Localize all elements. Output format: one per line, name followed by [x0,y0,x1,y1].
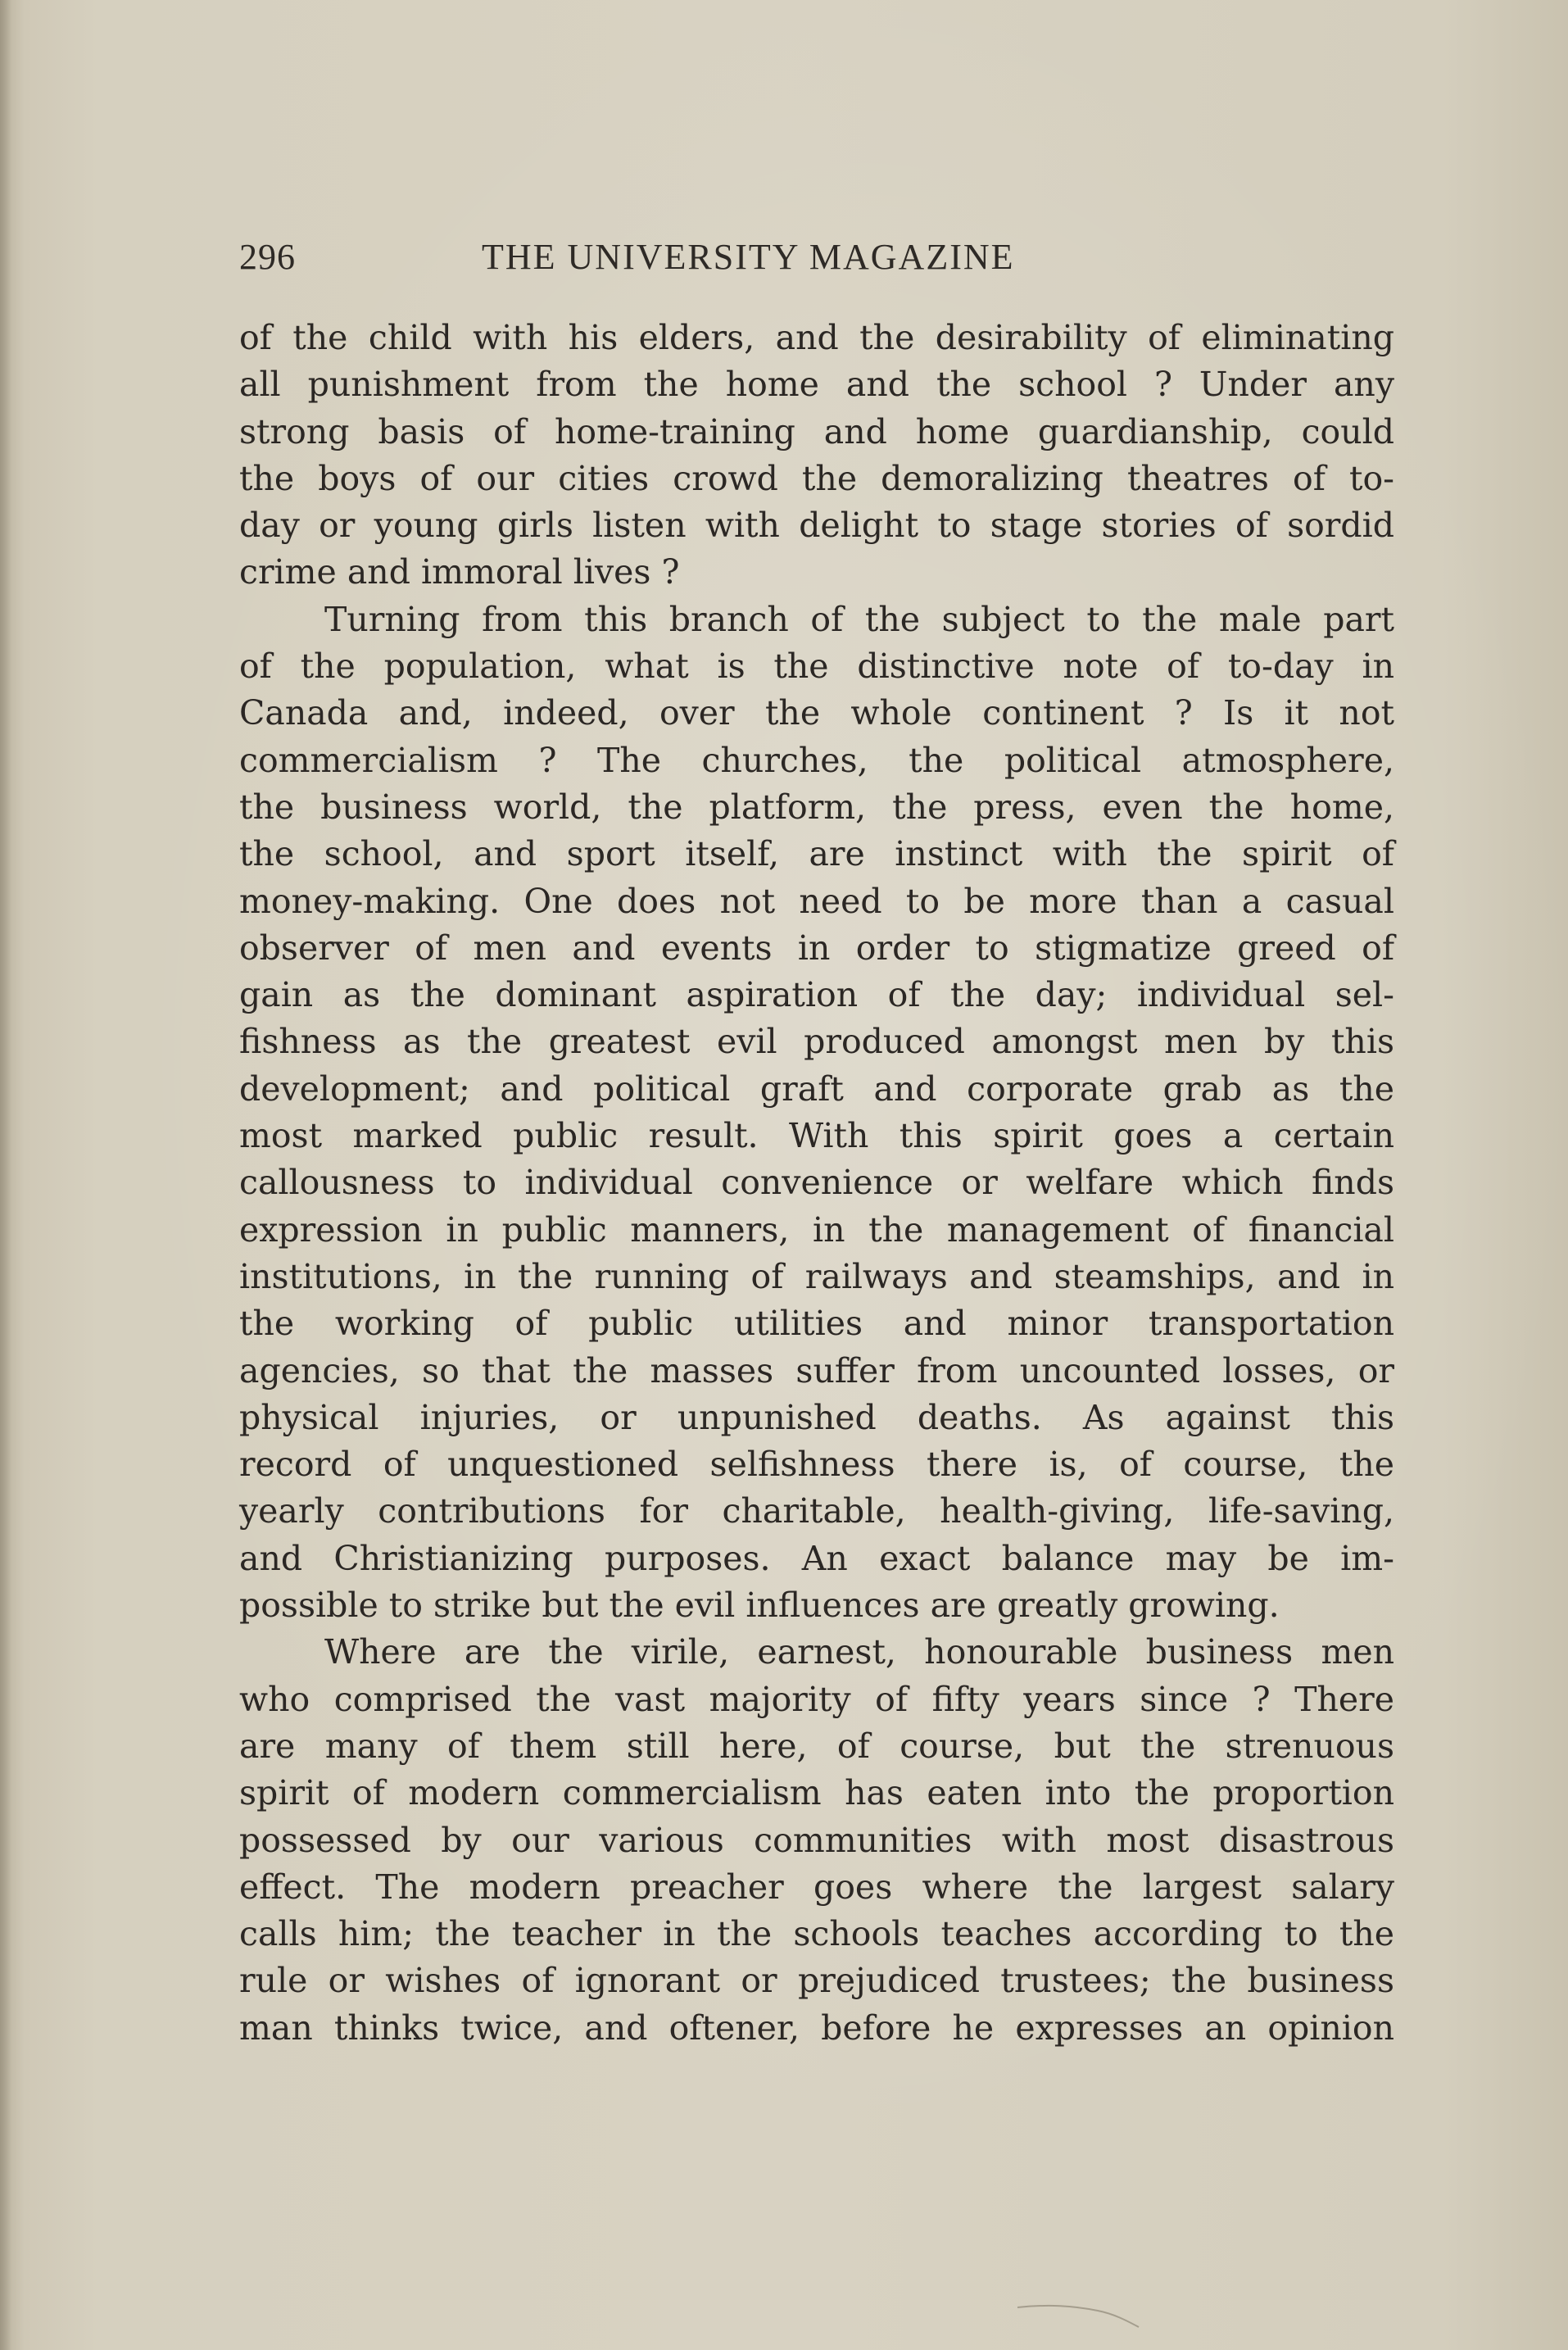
text-line: institutions, in the running of railways and steamships, and in [239,1256,1394,1296]
paragraph [239,315,1394,597]
text-line: Turning from this branch of the subject to the male part [324,599,1394,639]
text-line: Canada and, indeed, over the whole continent ? Is it not [239,693,1394,733]
text-line: strong basis of home-training and home guardianship, could [239,411,1394,451]
text-line: of the population, what is the distinctive note of to-day in [239,646,1394,687]
text-line: are many of them still here, of course, but the strenuous [239,1726,1394,1766]
text-line: and Christianizing purposes. An exact balance may be im- [239,1538,1394,1578]
text-line: commercialism ? The churches, the political atmosphere, [239,740,1394,780]
text-line: observer of men and events in order to stigmatize greed of [239,928,1394,968]
text-line: the working of public utilities and minor transportation [239,1304,1394,1344]
text-line: money-making. One does not need to be more than a casual [239,881,1394,921]
text-line: the business world, the platform, the press, even the home, [239,787,1394,827]
text-line: record of unquestioned selfishness there is, of course, the [239,1445,1394,1485]
running-head [239,231,1108,280]
text-line: physical injuries, or unpunished deaths. As against this [239,1397,1394,1437]
text-line: the school, and sport itself, are instinct with the spirit of [239,834,1394,874]
text-line: spirit of modern commercialism has eaten into the proportion [239,1773,1394,1813]
text-line: effect. The modern preacher goes where the largest salary [239,1867,1394,1907]
paragraph [239,597,1394,1630]
text-line: man thinks twice, and oftener, before he expresses an opinion [239,2007,1394,2048]
paper-crease-mark [1016,2298,1147,2330]
body-text [239,315,1394,2052]
text-line: all punishment from the home and the school ? Under any [239,365,1394,405]
text-line: callousness to individual convenience or welfare which finds [239,1163,1394,1203]
text-line: agencies, so that the masses suffer from uncounted losses, or [239,1350,1394,1390]
text-line: yearly contributions for charitable, health-giving, life-saving, [239,1491,1394,1531]
text-line: of the child with his elders, and the desirability of eliminating [239,318,1394,357]
spine-shadow [0,0,11,2350]
text-line: most marked public result. With this spirit goes a certain [239,1116,1394,1156]
text-line: fishness as the greatest evil produced amongst men by this [239,1022,1394,1062]
paragraph [239,1629,1394,2052]
text-line: possible to strike but the evil influences are greatly growing. [239,1586,1280,1626]
magazine-title: THE UNIVERSITY MAGAZINE [482,237,1015,277]
text-line: day or young girls listen with delight to stage stories of sordid [239,506,1394,546]
page-number: 296 [239,237,296,277]
text-line: calls him; the teacher in the schools teaches according to the [239,1914,1394,1954]
text-line: crime and immoral lives ? [239,552,680,592]
text-line: the boys of our cities crowd the demoralizing theatres of to- [239,458,1394,498]
text-line: Where are the virile, earnest, honourable business men [324,1632,1394,1672]
text-line: rule or wishes of ignorant or prejudiced trustees; the business [239,1961,1394,2001]
text-line: possessed by our various communities with most disastrous [239,1820,1394,1860]
text-line: development; and political graft and corporate grab as the [239,1068,1394,1109]
text-line: expression in public manners, in the management of financial [239,1209,1394,1250]
text-line: who comprised the vast majority of fifty years since ? There [239,1679,1394,1719]
text-line: gain as the dominant aspiration of the day; individual sel- [239,975,1394,1015]
